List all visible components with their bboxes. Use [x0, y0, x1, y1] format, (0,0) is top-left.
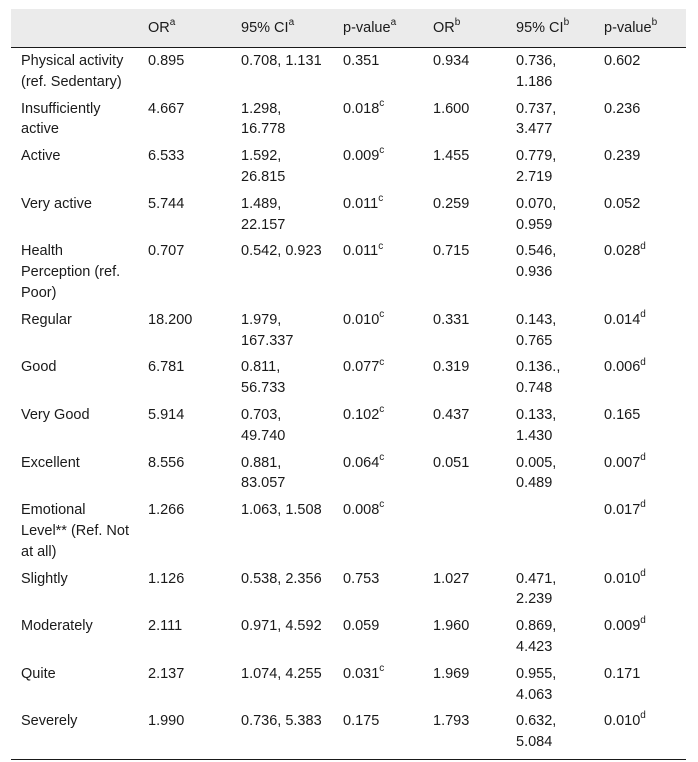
table-body	[11, 48, 686, 760]
cell-value: 0.538, 2.356	[241, 570, 322, 587]
table-cell	[231, 238, 333, 306]
table-cell	[138, 143, 231, 191]
cell-value: 1.979, 167.337	[241, 311, 294, 349]
column-header	[231, 9, 333, 48]
footnote-marker: d	[640, 451, 646, 463]
cell-value: 0.351	[343, 53, 380, 69]
table-cell	[231, 48, 333, 96]
cell-value: 1.600	[433, 100, 470, 117]
table-header	[11, 9, 686, 48]
table-cell	[594, 450, 686, 498]
cell-value: 0.542, 0.923	[241, 243, 322, 260]
table-cell	[333, 402, 423, 450]
column-header-label: OR	[148, 20, 170, 36]
cell-value: 0.028	[604, 243, 641, 260]
table-cell	[506, 96, 594, 144]
cell-value: 1.298, 16.778	[241, 100, 286, 138]
table-cell	[506, 143, 594, 191]
table-cell	[594, 238, 686, 306]
table-cell	[138, 613, 231, 661]
table-cell	[506, 497, 594, 565]
table-cell	[506, 191, 594, 239]
table-cell	[138, 708, 231, 759]
cell-value: 0.165	[604, 406, 641, 423]
cell-value: 0.077	[343, 359, 380, 376]
table-row	[11, 402, 686, 450]
table-cell	[138, 48, 231, 96]
table-cell	[423, 613, 506, 661]
table-cell	[506, 48, 594, 96]
cell-value: 0.471, 2.239	[516, 570, 557, 608]
cell-value: 0.007	[604, 454, 641, 471]
table-cell	[506, 613, 594, 661]
cell-value: 0.006	[604, 359, 641, 376]
cell-value: 0.934	[433, 53, 470, 69]
cell-value: 5.914	[148, 406, 185, 423]
table-cell	[333, 450, 423, 498]
table-cell	[231, 497, 333, 565]
row-label-cell	[11, 661, 138, 709]
table-cell	[594, 613, 686, 661]
table-cell	[138, 497, 231, 565]
cell-value: 0.971, 4.592	[241, 618, 322, 635]
column-header	[11, 9, 138, 48]
table-cell	[231, 708, 333, 759]
table-cell	[138, 450, 231, 498]
cell-value: 0.736, 1.186	[516, 53, 557, 90]
cell-value: 1.074, 4.255	[241, 665, 322, 682]
cell-value: Slightly	[21, 570, 68, 587]
table-cell	[594, 96, 686, 144]
table-cell	[594, 708, 686, 759]
table-cell	[138, 96, 231, 144]
cell-value: 0.143, 0.765	[516, 311, 557, 349]
cell-value: Good	[21, 359, 57, 376]
table-row	[11, 566, 686, 614]
cell-value: 1.027	[433, 570, 470, 587]
cell-value: 0.715	[433, 243, 470, 260]
column-header-label: p-value	[343, 20, 391, 36]
cell-value: Regular	[21, 311, 72, 328]
cell-value: 0.010	[604, 713, 641, 730]
table-cell	[231, 613, 333, 661]
row-label-cell	[11, 708, 138, 759]
cell-value: 4.667	[148, 100, 185, 117]
table-row	[11, 661, 686, 709]
cell-value: 0.236	[604, 100, 641, 117]
table-cell	[231, 354, 333, 402]
cell-value: 1.969	[433, 665, 470, 682]
cell-value: 0.319	[433, 359, 470, 376]
cell-value: Health Perception (ref. Poor)	[21, 243, 121, 301]
table-cell	[138, 566, 231, 614]
cell-value: 0.009	[343, 148, 380, 165]
table-cell	[138, 661, 231, 709]
cell-value: 0.811, 56.733	[241, 359, 286, 397]
cell-value: 0.136., 0.748	[516, 359, 561, 397]
cell-value: 0.102	[343, 406, 380, 423]
cell-value: Insufficiently active	[21, 100, 101, 138]
header-row	[11, 9, 686, 48]
table-cell	[231, 143, 333, 191]
table-row	[11, 450, 686, 498]
odds-ratio-table	[11, 9, 686, 760]
cell-value: Very Good	[21, 406, 90, 423]
cell-value: 0.059	[343, 618, 380, 635]
table-cell	[138, 354, 231, 402]
cell-value: 0.546, 0.936	[516, 243, 557, 281]
cell-value: 0.014	[604, 311, 641, 328]
cell-value: 0.753	[343, 570, 380, 587]
table-row	[11, 497, 686, 565]
footnote-marker: d	[640, 710, 646, 722]
row-label-cell	[11, 307, 138, 355]
column-header-label: OR	[433, 20, 455, 36]
cell-value: 0.239	[604, 148, 641, 165]
cell-value: Severely	[21, 713, 78, 730]
table-cell	[333, 708, 423, 759]
cell-value: 0.133, 1.430	[516, 406, 557, 444]
table-cell	[231, 402, 333, 450]
table-cell	[423, 354, 506, 402]
cell-value: Emotional Level** (Ref. Not at all)	[21, 502, 129, 560]
cell-value: 1.266	[148, 502, 185, 519]
footnote-marker: c	[379, 356, 385, 368]
cell-value: 0.708, 1.131	[241, 53, 322, 69]
footnote-marker: b	[563, 17, 570, 29]
row-label-cell	[11, 450, 138, 498]
table-cell	[423, 708, 506, 759]
cell-value: 0.018	[343, 100, 380, 117]
footnote-marker: d	[640, 356, 646, 368]
table-cell	[594, 566, 686, 614]
cell-value: 1.063, 1.508	[241, 502, 322, 519]
cell-value: Moderately	[21, 618, 93, 635]
table-cell	[594, 497, 686, 565]
table-cell	[138, 191, 231, 239]
table-cell	[506, 238, 594, 306]
table-cell	[423, 450, 506, 498]
cell-value: Quite	[21, 665, 56, 682]
table-cell	[333, 143, 423, 191]
table-cell	[231, 566, 333, 614]
row-label-cell	[11, 48, 138, 96]
cell-value: 0.437	[433, 406, 470, 423]
column-header	[506, 9, 594, 48]
column-header	[333, 9, 423, 48]
table-cell	[423, 307, 506, 355]
table-cell	[506, 708, 594, 759]
table-cell	[138, 307, 231, 355]
table-cell	[333, 566, 423, 614]
table-cell	[333, 96, 423, 144]
row-label-cell	[11, 354, 138, 402]
row-label-cell	[11, 613, 138, 661]
footnote-marker: c	[378, 192, 384, 204]
row-label-cell	[11, 96, 138, 144]
footnote-marker: d	[640, 499, 646, 511]
table-cell	[231, 191, 333, 239]
row-label-cell	[11, 238, 138, 306]
table-cell	[423, 497, 506, 565]
footnote-marker: d	[640, 240, 646, 252]
table-cell	[594, 661, 686, 709]
cell-value: 2.137	[148, 665, 185, 682]
column-header	[138, 9, 231, 48]
table-cell	[423, 566, 506, 614]
table-cell	[333, 497, 423, 565]
cell-value: 1.592, 26.815	[241, 148, 286, 185]
row-label-cell	[11, 566, 138, 614]
footnote-marker: d	[640, 308, 646, 320]
cell-value: 0.331	[433, 311, 470, 328]
cell-value: 0.017	[604, 502, 641, 519]
cell-value: 0.052	[604, 195, 641, 212]
cell-value: 6.533	[148, 148, 185, 165]
cell-value: 0.736, 5.383	[241, 713, 322, 730]
column-header	[423, 9, 506, 48]
table-cell	[594, 354, 686, 402]
column-header-label: p-value	[604, 20, 652, 36]
cell-value: 0.895	[148, 53, 185, 69]
footnote-marker: c	[379, 499, 385, 511]
table-cell	[423, 143, 506, 191]
cell-value: 2.111	[148, 618, 183, 635]
footnote-marker: c	[379, 451, 385, 463]
footnote-marker: b	[651, 17, 658, 29]
table-cell	[333, 661, 423, 709]
footnote-marker: a	[169, 17, 176, 29]
table-cell	[333, 48, 423, 96]
footnote-marker: c	[379, 308, 385, 320]
table-cell	[423, 661, 506, 709]
cell-value: 1.126	[148, 570, 185, 587]
cell-value: 1.990	[148, 713, 185, 730]
cell-value: 0.779, 2.719	[516, 148, 557, 185]
table-cell	[333, 354, 423, 402]
table-cell	[423, 238, 506, 306]
table-cell	[231, 307, 333, 355]
cell-value: 0.010	[604, 570, 641, 587]
table-cell	[138, 238, 231, 306]
cell-value: 0.031	[343, 665, 380, 682]
table-cell	[333, 191, 423, 239]
footnote-marker: c	[379, 404, 385, 416]
cell-value: 8.556	[148, 454, 185, 471]
table-cell	[594, 191, 686, 239]
cell-value: Very active	[21, 195, 92, 212]
cell-value: 0.171	[604, 665, 641, 682]
table-cell	[506, 661, 594, 709]
cell-value: 0.707	[148, 243, 185, 260]
cell-value: 6.781	[148, 359, 185, 376]
table-row	[11, 307, 686, 355]
cell-value: 1.960	[433, 618, 470, 635]
cell-value: Excellent	[21, 454, 80, 471]
table-cell	[231, 661, 333, 709]
table-cell	[506, 354, 594, 402]
row-label-cell	[11, 402, 138, 450]
table-cell	[506, 450, 594, 498]
cell-value: 0.869, 4.423	[516, 618, 557, 655]
cell-value: 18.200	[148, 311, 193, 328]
column-header	[594, 9, 686, 48]
table-cell	[594, 307, 686, 355]
cell-value: 0.064	[343, 454, 380, 471]
table-cell	[423, 402, 506, 450]
table-row	[11, 96, 686, 144]
footnote-marker: a	[288, 17, 295, 29]
table-cell	[506, 402, 594, 450]
table-cell	[594, 143, 686, 191]
row-label-cell	[11, 143, 138, 191]
cell-value: 5.744	[148, 195, 185, 212]
footnote-marker: c	[379, 97, 385, 109]
row-label-cell	[11, 497, 138, 565]
cell-value: 0.011	[343, 243, 379, 260]
cell-value: 0.175	[343, 713, 380, 730]
footnote-marker: d	[640, 615, 646, 627]
cell-value: 1.489, 22.157	[241, 195, 286, 233]
table-cell	[506, 307, 594, 355]
cell-value: 1.793	[433, 713, 470, 730]
row-label-cell	[11, 191, 138, 239]
table-cell	[231, 450, 333, 498]
table-row	[11, 191, 686, 239]
table-row	[11, 238, 686, 306]
footnote-marker: c	[379, 662, 385, 674]
cell-value: 0.632, 5.084	[516, 713, 557, 751]
cell-value: Physical activity (ref. Sedentary)	[21, 53, 124, 90]
table-container	[11, 9, 686, 760]
cell-value: 0.955, 4.063	[516, 665, 557, 703]
table-row	[11, 143, 686, 191]
table-row	[11, 354, 686, 402]
cell-value: 1.455	[433, 148, 470, 165]
cell-value: 0.737, 3.477	[516, 100, 557, 138]
table-cell	[594, 402, 686, 450]
cell-value: 0.602	[604, 53, 641, 69]
table-cell	[506, 566, 594, 614]
table-cell	[333, 307, 423, 355]
cell-value: 0.008	[343, 502, 380, 519]
table-row	[11, 613, 686, 661]
column-header-label: 95% CI	[516, 20, 564, 36]
footnote-marker: c	[379, 145, 385, 157]
cell-value: 0.010	[343, 311, 380, 328]
footnote-marker: d	[640, 567, 646, 579]
table-cell	[423, 191, 506, 239]
table-row	[11, 48, 686, 96]
table-cell	[333, 238, 423, 306]
table-cell	[423, 48, 506, 96]
table-cell	[138, 402, 231, 450]
cell-value: Active	[21, 148, 61, 165]
cell-value: 0.051	[433, 454, 470, 471]
footnote-marker: a	[390, 17, 397, 29]
footnote-marker: c	[378, 240, 384, 252]
cell-value: 0.009	[604, 618, 641, 635]
cell-value: 0.259	[433, 195, 470, 212]
footnote-marker: b	[454, 17, 461, 29]
table-cell	[423, 96, 506, 144]
table-row	[11, 708, 686, 759]
cell-value: 0.703, 49.740	[241, 406, 286, 444]
cell-value: 0.881, 83.057	[241, 454, 286, 492]
cell-value: 0.005, 0.489	[516, 454, 557, 492]
cell-value: 0.011	[343, 195, 379, 212]
table-cell	[333, 613, 423, 661]
table-cell	[231, 96, 333, 144]
cell-value: 0.070, 0.959	[516, 195, 557, 233]
table-cell	[594, 48, 686, 96]
column-header-label: 95% CI	[241, 20, 289, 36]
